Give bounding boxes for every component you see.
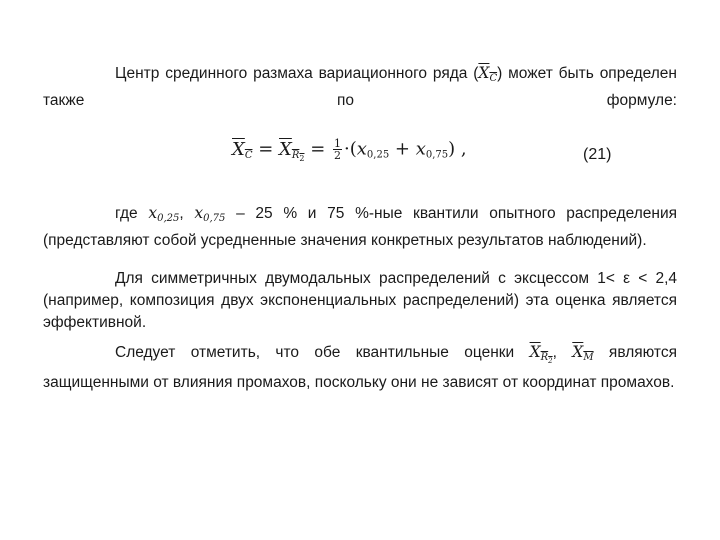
x025-symbol: $x_{0,25}$ (148, 204, 180, 224)
formula-lhs: $X_C$ (232, 138, 253, 161)
x075-symbol: $x_{0,75}$ (194, 204, 226, 224)
xm-symbol: $X_M$ (572, 343, 594, 363)
intro-text-b: ) может быть определен также по формуле: (43, 65, 677, 109)
formula-xr2: $X_{R_2}$ (279, 138, 305, 163)
paragraph-bimodal: Для симметричных двумодальных распределений с эксцессом 1< ε < 2,4 (например, композиция двух экспоненциальных распределений) эта оценка является эффективной. (43, 270, 677, 331)
paragraph-intro (43, 62, 677, 112)
intro-text-a: Центр срединного размаха вариационного ряда ( (115, 65, 479, 82)
paragraph-outliers: Следует отметить, что обе квантильные оценки $X_{R_2}$, $X_M$ являются защищенными от влияния промахов, поскольку они не зависят от координат промахов. (43, 343, 677, 391)
xr2-symbol: $X_{R_2}$ (529, 343, 553, 365)
paragraph-quantiles: где $x_{0,25}$, $x_{0,75} - 25$ % и 75 %-ные квантили опытного распределения (представляют собой усредненные значения конкретных результатов наблюдений). (43, 204, 678, 249)
formula-21: $X_C = X_{R_2}$ = $\frac{1}{2}$ $\cdot(x_{0,25} + x_{0,75})$ , (232, 137, 467, 163)
equation-number: (21) (583, 146, 612, 163)
formula-fraction: $\frac{1}{2}$ (334, 137, 341, 162)
xc-symbol: $X_C$ (478, 64, 498, 84)
